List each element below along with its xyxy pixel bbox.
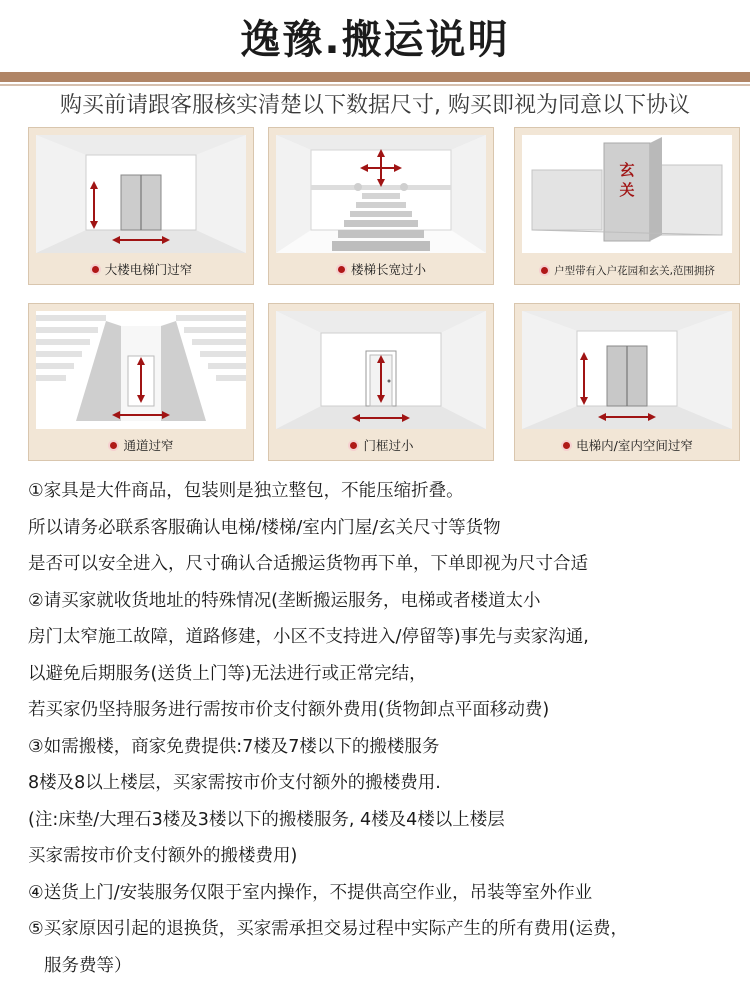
terms-line: (注:床垫/大理石3楼及3楼以下的搬楼服务, 4楼及4楼以上楼层: [28, 802, 743, 839]
terms-line: ②请买家就收货地址的特殊情况(垄断搬运服务，电梯或者楼道太小: [28, 583, 743, 620]
card-foyer: [514, 127, 740, 285]
terms-section: [28, 473, 743, 984]
bullet-icon: [108, 440, 119, 451]
terms-line: 所以请务必联系客服确认电梯/楼梯/室内门屋/玄关尺寸等货物: [28, 510, 743, 547]
door-frame-illustration: [276, 311, 486, 429]
terms-line: ③如需搬楼，商家免费提供:7楼及7楼以下的搬楼服务: [28, 729, 743, 766]
title-divider: [0, 72, 750, 82]
terms-line: 8楼及8以上楼层，买家需按市价支付额外的搬楼费用.: [28, 765, 743, 802]
bullet-icon: [348, 440, 359, 451]
card-caption: 户型带有入户花园和玄关,范围拥挤: [554, 265, 715, 277]
foyer-label-bottom: 关: [619, 181, 634, 199]
terms-line: 房门太窄施工故障，道路修建，小区不支持进入/停留等)事先与卖家沟通,: [28, 619, 743, 656]
stairs-illustration: [276, 135, 486, 253]
card-caption: 门框过小: [363, 438, 413, 453]
terms-line: 是否可以安全进入，尺寸确认合适搬运货物再下单，下单即视为尺寸合适: [28, 546, 743, 583]
page-title: 逸豫.搬运说明: [0, 8, 750, 65]
page-subtitle: 购买前请跟客服核实清楚以下数据尺寸, 购买即视为同意以下协议: [0, 88, 750, 119]
corridor-illustration: [36, 311, 246, 429]
elevator-interior-illustration: [522, 311, 732, 429]
card-caption: 通道过窄: [123, 438, 173, 453]
card-elevator-door: [28, 127, 254, 285]
terms-line: ④送货上门/安装服务仅限于室内操作，不提供高空作业，吊装等室外作业: [28, 875, 743, 912]
card-corridor: [28, 303, 254, 461]
title-divider-thin: [0, 84, 750, 86]
terms-line: 以避免后期服务(送货上门等)无法进行或正常完结，: [28, 656, 743, 693]
terms-line: 服务费等）: [28, 948, 743, 984]
bullet-icon: [336, 264, 347, 275]
card-stairs: [268, 127, 494, 285]
terms-line: ①家具是大件商品，包装则是独立整包，不能压缩折叠。: [28, 473, 743, 510]
foyer-illustration: [522, 135, 732, 253]
elevator-door-illustration: [36, 135, 246, 253]
foyer-label-top: 玄: [619, 161, 634, 179]
card-door-frame: [268, 303, 494, 461]
card-caption: 电梯内/室内空间过窄: [576, 438, 693, 453]
bullet-icon: [561, 440, 572, 451]
bullet-icon: [539, 265, 550, 276]
terms-line: 若买家仍坚持服务进行需按市价支付额外费用(货物卸点平面移动费): [28, 692, 743, 729]
terms-line: ⑤买家原因引起的退换货，买家需承担交易过程中实际产生的所有费用(运费，: [28, 911, 743, 948]
card-caption: 大楼电梯门过窄: [105, 262, 193, 277]
card-elevator-interior: [514, 303, 740, 461]
terms-line: 买家需按市价支付额外的搬楼费用): [28, 838, 743, 875]
card-caption: 楼梯长宽过小: [351, 262, 426, 277]
bullet-icon: [90, 264, 101, 275]
